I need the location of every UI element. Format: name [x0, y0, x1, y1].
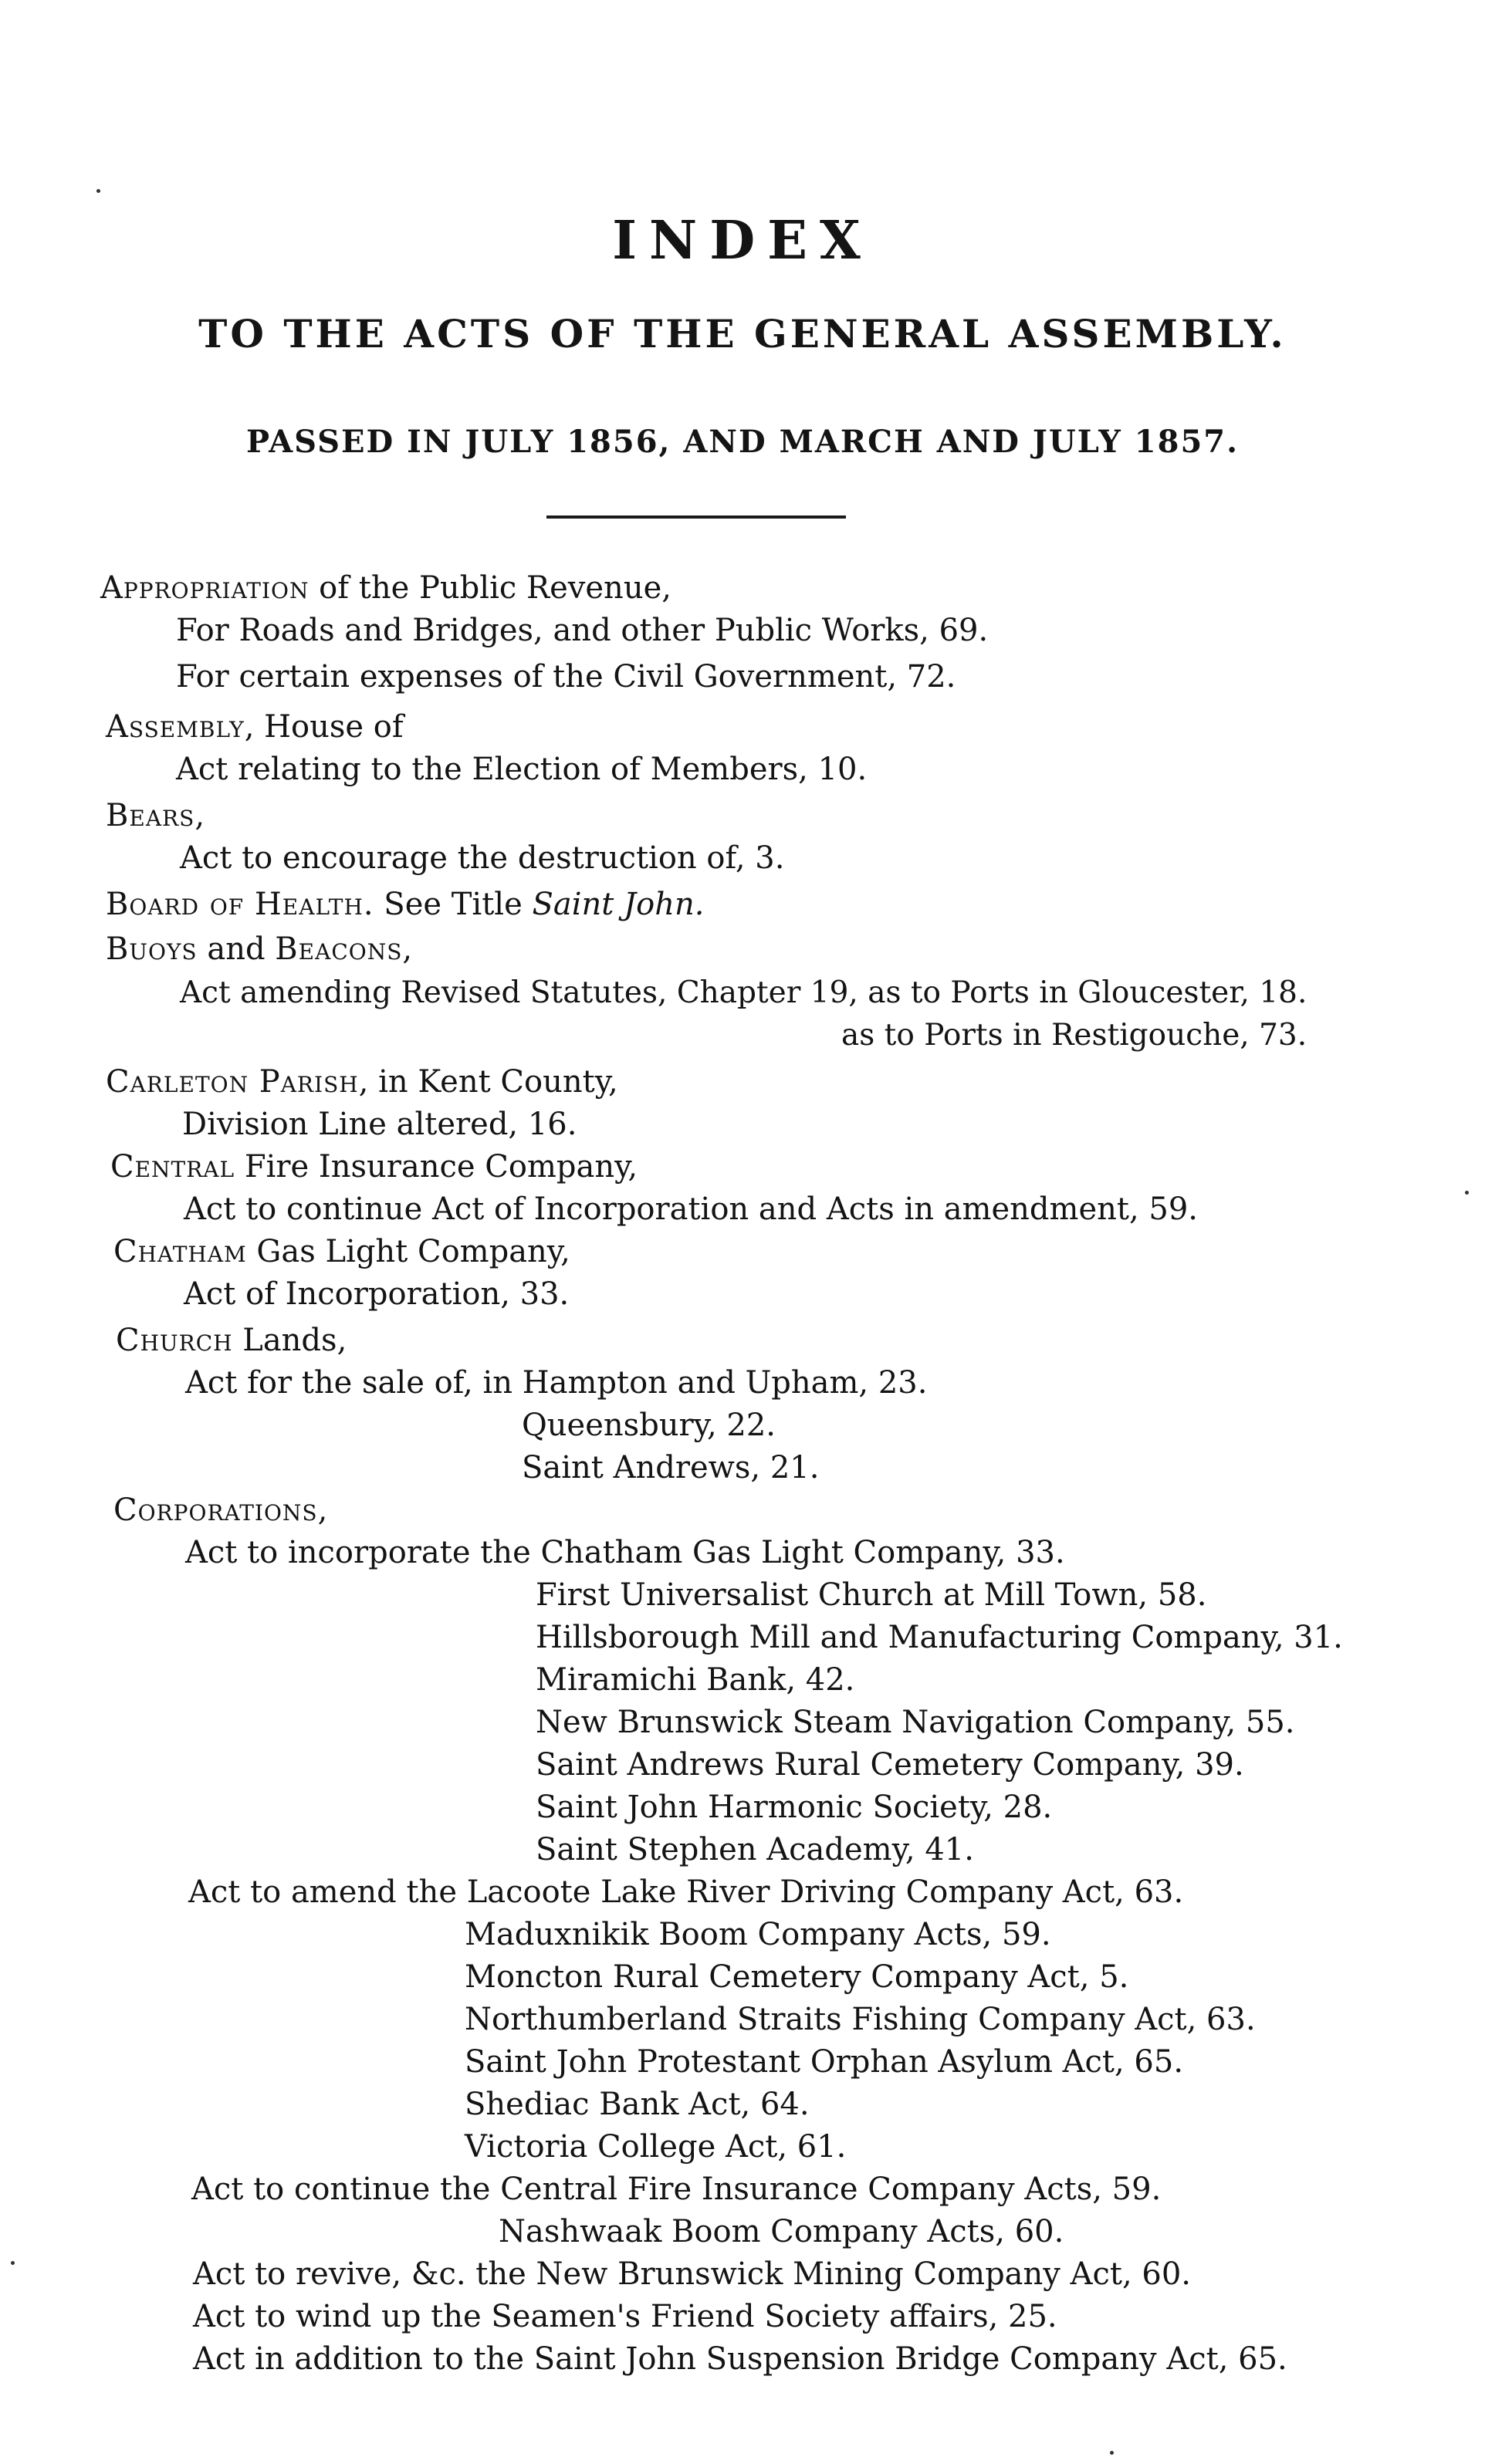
- index-heading-carleton: [106, 1064, 618, 1100]
- heading-rest: Lands,: [232, 1323, 347, 1358]
- heading-term: Buoys: [106, 931, 198, 967]
- heading-rest: of the Public Revenue,: [309, 570, 671, 606]
- index-subentry: Act of Incorporation, 33.: [184, 1276, 570, 1312]
- heading-rest: , in Kent County,: [358, 1064, 618, 1100]
- index-subentry: Maduxnikik Boom Company Acts, 59.: [465, 1917, 1051, 1952]
- index-subentry: Act to wind up the Seamen's Friend Society affairs, 25.: [193, 2299, 1057, 2334]
- index-subentry: Act to encourage the destruction of, 3.: [180, 840, 785, 876]
- index-subentry: Nashwaak Boom Company Acts, 60.: [499, 2214, 1064, 2249]
- heading-rest: , House of: [244, 709, 404, 745]
- print-speck: [96, 189, 100, 193]
- heading-term: Assembly: [106, 709, 245, 745]
- heading-rest: Fire Insurance Company,: [235, 1149, 638, 1185]
- print-speck: [1110, 2451, 1114, 2455]
- index-subentry: Northumberland Straits Fishing Company Act, 63.: [465, 2002, 1256, 2037]
- index-heading-bears: [106, 800, 205, 831]
- heading-term: Chatham: [113, 1234, 247, 1269]
- heading-term: Central: [110, 1149, 235, 1185]
- index-subentry: Hillsborough Mill and Manufacturing Company, 31.: [536, 1620, 1343, 1655]
- index-subentry: Act to amend the Lacoote Lake River Driving Company Act, 63.: [188, 1874, 1184, 1910]
- index-heading-buoys-beacons: [106, 931, 413, 967]
- index-heading-central: [110, 1149, 638, 1185]
- index-heading-appropriation: [100, 570, 671, 606]
- index-subentry: Victoria College Act, 61.: [465, 2129, 847, 2165]
- index-subentry: For Roads and Bridges, and other Public Works, 69.: [176, 613, 989, 648]
- index-heading-church: [116, 1325, 347, 1356]
- heading-term: Corporations: [113, 1492, 318, 1528]
- heading-rest: Gas Light Company,: [246, 1234, 570, 1269]
- index-subentry: New Brunswick Steam Navigation Company, 55.: [536, 1705, 1295, 1740]
- heading-rest: ,: [317, 1492, 328, 1528]
- passed-line: PASSED IN JULY 1856, AND MARCH AND JULY 1857.: [245, 424, 1240, 460]
- heading-mid: and: [197, 931, 276, 967]
- index-subentry: Saint Andrews Rural Cemetery Company, 39.: [536, 1747, 1244, 1783]
- heading-term: Church: [116, 1323, 233, 1358]
- index-subentry: Act to revive, &c. the New Brunswick Mining Company Act, 60.: [193, 2256, 1192, 2292]
- heading-term: Board of Health.: [106, 887, 374, 922]
- index-heading-corporations: [113, 1492, 328, 1528]
- print-speck: [1465, 1191, 1469, 1195]
- index-subentry: as to Ports in Restigouche, 73.: [841, 1018, 1307, 1053]
- index-subentry: Division Line altered, 16.: [182, 1107, 577, 1142]
- see-reference: Saint John.: [532, 887, 705, 922]
- index-subentry: First Universalist Church at Mill Town, 58.: [536, 1577, 1207, 1613]
- index-subentry: Saint Andrews, 21.: [522, 1450, 820, 1485]
- index-subentry: Saint John Protestant Orphan Asylum Act, 65.: [465, 2044, 1184, 2080]
- see-text: See Title: [374, 887, 533, 922]
- index-subentry: Act to continue Act of Incorporation and Acts in amendment, 59.: [184, 1191, 1199, 1227]
- index-subentry: For certain expenses of the Civil Government, 72.: [176, 659, 956, 695]
- title-rule: [546, 515, 846, 519]
- heading-term: Carleton Parish: [106, 1064, 359, 1100]
- index-subentry: Moncton Rural Cemetery Company Act, 5.: [465, 1959, 1129, 1995]
- index-subentry: Act relating to the Election of Members, 10.: [176, 752, 868, 787]
- page-subtitle: TO THE ACTS OF THE GENERAL ASSEMBLY.: [198, 311, 1287, 357]
- heading-rest: ,: [402, 931, 413, 967]
- index-subentry: Miramichi Bank, 42.: [536, 1662, 855, 1698]
- index-subentry: Act amending Revised Statutes, Chapter 19, as to Ports in Gloucester, 18.: [180, 975, 1307, 1010]
- index-subentry: Queensbury, 22.: [522, 1408, 776, 1443]
- index-heading-chatham: [113, 1236, 570, 1267]
- page-title: INDEX: [612, 210, 873, 272]
- index-subentry: Act in addition to the Saint John Suspension Bridge Company Act, 65.: [193, 2341, 1287, 2377]
- index-subentry: Act to incorporate the Chatham Gas Light Company, 33.: [185, 1535, 1065, 1570]
- index-subentry: Act to continue the Central Fire Insurance Company Acts, 59.: [191, 2172, 1162, 2207]
- index-subentry: Saint Stephen Academy, 41.: [536, 1832, 974, 1867]
- heading-rest: ,: [195, 798, 205, 833]
- index-heading-board-of-health: [106, 889, 704, 920]
- heading-term-2: Beacons: [275, 931, 403, 967]
- index-subentry: Saint John Harmonic Society, 28.: [536, 1790, 1053, 1825]
- index-heading-assembly: [106, 709, 404, 745]
- heading-term: Appropriation: [100, 570, 310, 606]
- index-subentry: Act for the sale of, in Hampton and Upham, 23.: [185, 1365, 928, 1401]
- print-speck: [11, 2261, 15, 2265]
- index-subentry: Shediac Bank Act, 64.: [465, 2087, 810, 2122]
- heading-term: Bears: [106, 798, 195, 833]
